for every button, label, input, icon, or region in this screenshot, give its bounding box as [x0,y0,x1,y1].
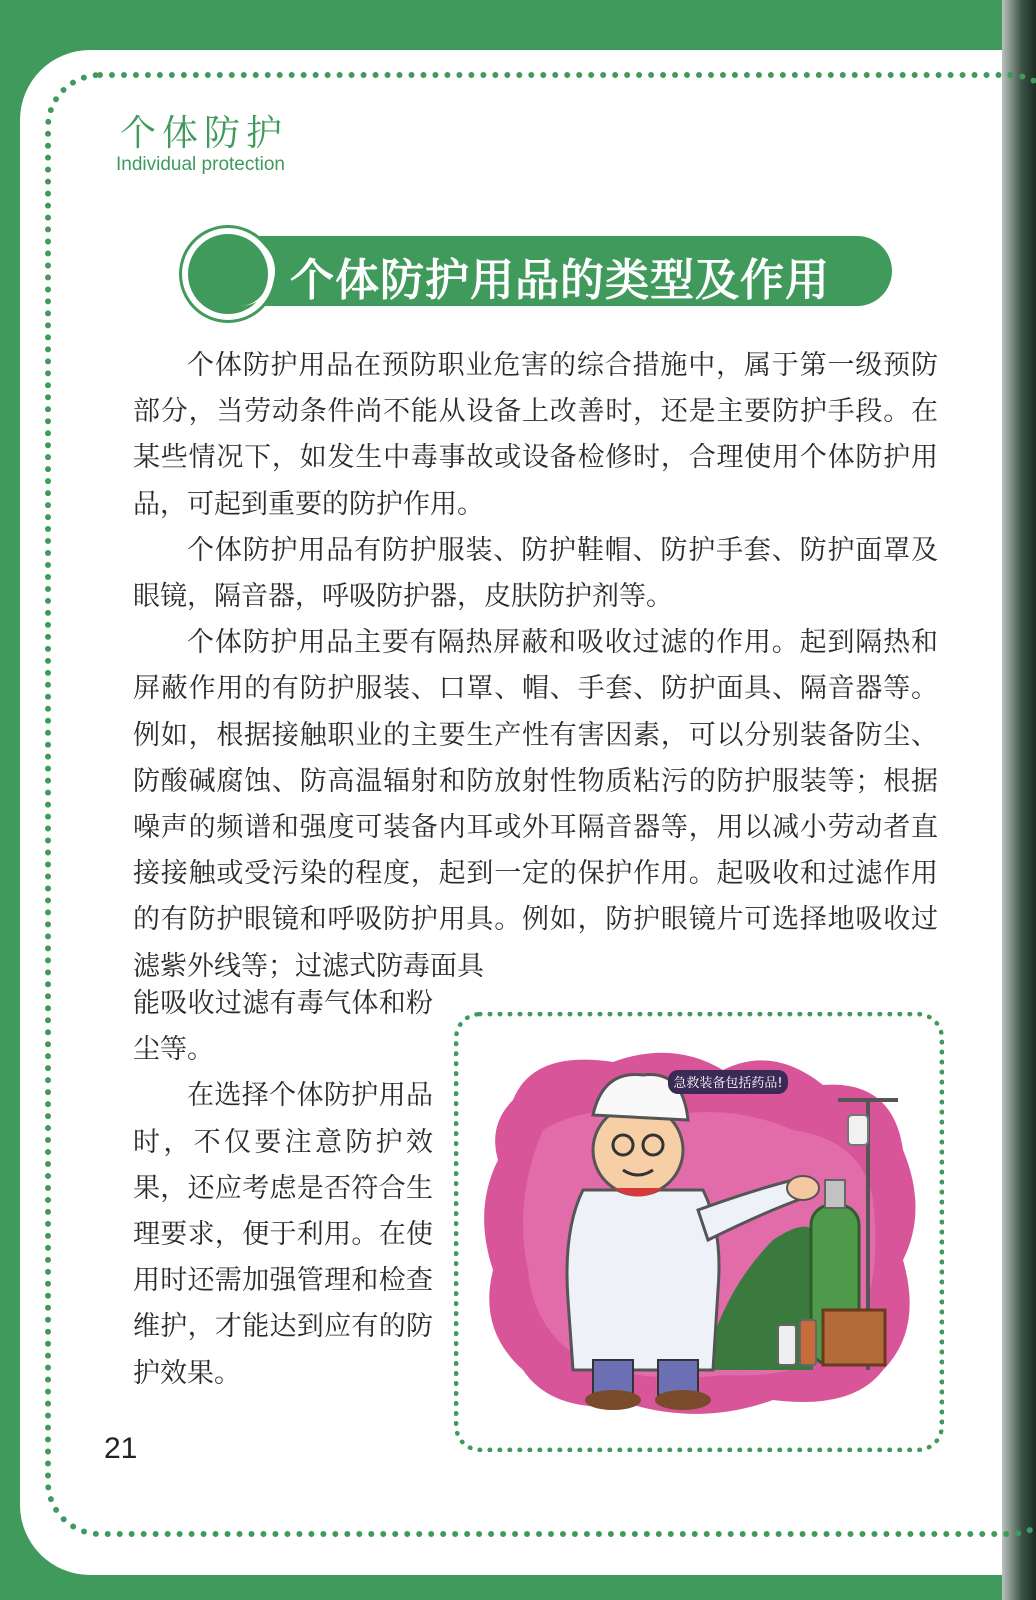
page-title: 个体防护用品的类型及作用 [290,255,830,306]
doctor-illustration [473,1040,928,1425]
wrapped-text [133,981,433,1397]
body-text [133,343,938,990]
paragraph: 个体防护用品有防护服装、防护鞋帽、防护手套、防护面罩及眼镜，隔音器，呼吸防护器，皮肤防护剂等。 [133,534,938,613]
speech-bubble-text: 急救装备包括药品! [673,1076,783,1091]
paragraph: 个体防护用品在预防职业危害的综合措施中，属于第一级预防部分，当劳动条件尚不能从设备上改善时，还是主要防护手段。在某些情况下，如发生中毒事故或设备检修时，合理使用个体防护用品，可起到重要的防护作用。 [133,350,938,520]
paragraph: 在选择个体防护用品时，不仅要注意防护效果，还应考虑是否符合生理要求，便于利用。在使用时还需加强管理和检查维护，才能达到应有的防护效果。 [133,1080,433,1389]
section-title-en: Individual protection [116,154,285,175]
paragraph: 个体防护用品主要有隔热屏蔽和吸收过滤的作用。起到隔热和屏蔽作用的有防护服装、口罩、帽、手套、防护面具、隔音器等。例如，根据接触职业的主要生产性有害因素，可以分别装备防尘、防酸碱腐蚀、防高温辐射和防放射性物质粘污的防护服装等；根据噪声的频谱和强度可装备内耳或外耳隔音器等，用以减小劳动者直接接触或受污染的程度，起到一定的保护作用。起吸收和过滤作用的有防护眼镜和呼吸防护用具。例如，防护眼镜片可选择地吸收过滤紫外线等；过滤式防毒面具 [133,627,938,982]
paragraph: 能吸收过滤有毒气体和粉尘等。 [133,988,433,1066]
page-number: 21 [104,1432,138,1465]
section-title-cn: 个体防护 [120,113,289,154]
